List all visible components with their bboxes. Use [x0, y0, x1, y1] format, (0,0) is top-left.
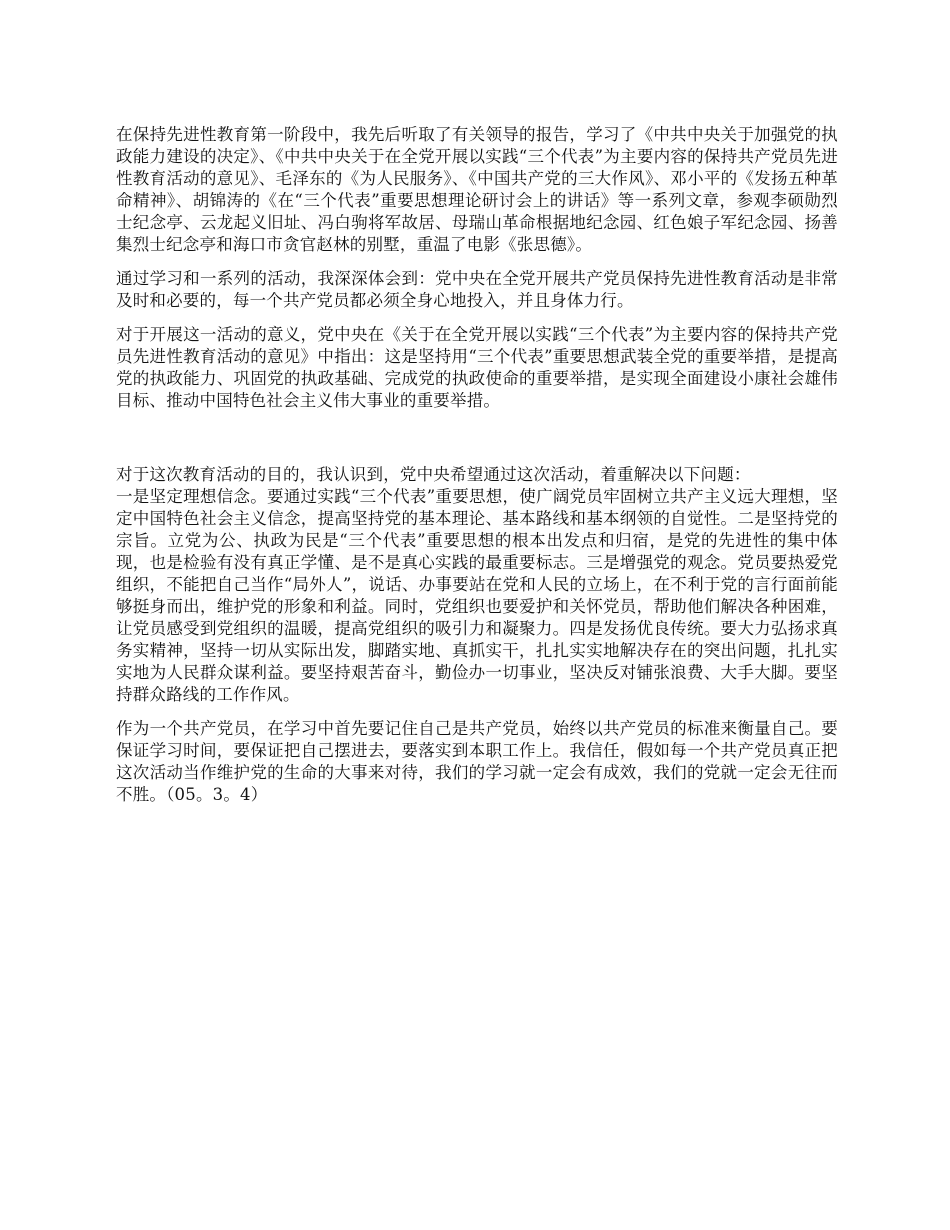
paragraph-1: 在保持先进性教育第一阶段中，我先后听取了有关领导的报告，学习了《中共中央关于加强党的执政能力建设的决定》、《中共中央关于在全党开展以实践“三个代表”为主要内容的保持共产党员先进性教育活动的意见》、毛泽东的《为人民服务》、《中国共产党的三大作风》、邓小平的《发扬五种革命精神》、胡锦涛的《在“三个代表”重要思想理论研讨会上的讲话》等一系列文章，参观李硕勋烈士纪念亭、云龙起义旧址、冯白驹将军故居、母瑞山革命根据地纪念园、红色娘子军纪念园、扬善集烈士纪念亭和海口市贪官赵林的别墅，重温了电影《张思德》。 — [116, 125, 838, 254]
paragraph-4: 对于这次教育活动的目的，我认识到，党中央希望通过这次活动，着重解决以下问题： — [116, 465, 751, 484]
document-body — [116, 124, 838, 806]
paragraph-5: 一是坚定理想信念。要通过实践“三个代表”重要思想，使广阔党员牢固树立共产主义远大理想，坚定中国特色社会主义信念，提高坚持党的基本理论、基本路线和基本纲领的自觉性。二是坚持党的宗旨。立党为公、执政为民是“三个代表”重要思想的根本出发点和归宿，是党的先进性的集中体现，也是检验有没有真正学懂、是不是真心实践的最重要标志。三是增强党的观念。党员要热爱党组织，不能把自己当作“局外人”，说话、办事要站在党和人民的立场上，在不利于党的言行面前能够挺身而出，维护党的形象和利益。同时，党组织也要爱护和关怀党员，帮助他们解决各种困难，让党员感受到党组织的温暖，提高党组织的吸引力和凝聚力。四是发扬优良传统。要大力弘扬求真务实精神，坚持一切从实际出发，脚踏实地、真抓实干，扎扎实实地解决存在的突出问题，扎扎实实地为人民群众谋利益。要坚持艰苦奋斗，勤俭办一切事业，坚决反对铺张浪费、大手大脚。要坚持群众路线的工作作风。 — [116, 487, 838, 704]
paragraph-2: 通过学习和一系列的活动，我深深体会到：党中央在全党开展共产党员保持先进性教育活动是非常及时和必要的，每一个共产党员都必须全身心地投入，并且身体力行。 — [116, 269, 838, 310]
paragraph-6: 作为一个共产党员，在学习中首先要记住自己是共产党员，始终以共产党员的标准来衡量自己。要保证学习时间，要保证把自己摆进去，要落实到本职工作上。我信任，假如每一个共产党员真正把这次活动当作维护党的生命的大事来对待，我们的学习就一定会有成效，我们的党就一定会无往而不胜。（05。3。4） — [116, 719, 838, 804]
paragraph-3: 对于开展这一活动的意义，党中央在《关于在全党开展以实践“三个代表”为主要内容的保持共产党员先进性教育活动的意见》中指出：这是坚持用“三个代表”重要思想武装全党的重要举措，是提高党的执政能力、巩固党的执政基础、完成党的执政使命的重要举措，是实现全面建设小康社会雄伟目标、推动中国特色社会主义伟大事业的重要举措。 — [116, 325, 838, 410]
